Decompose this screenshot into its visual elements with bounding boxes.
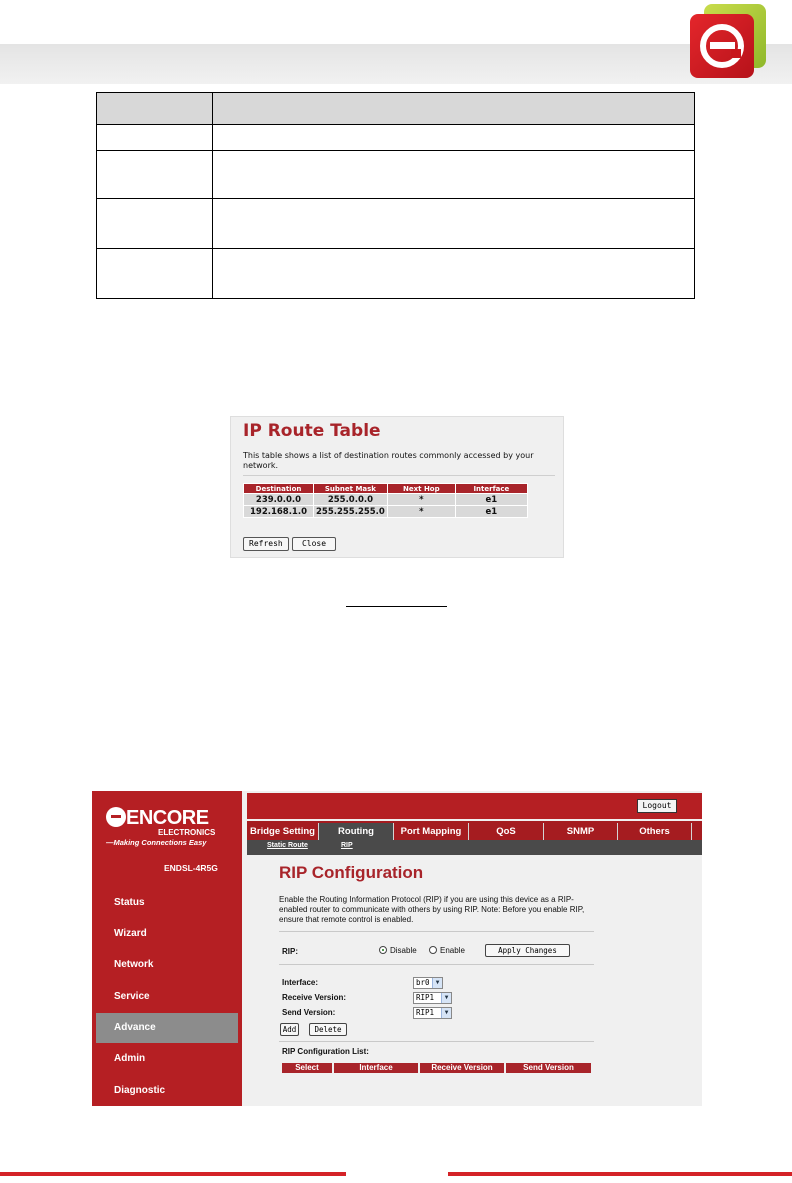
tab-port-mapping[interactable]: Port Mapping [394, 823, 469, 840]
chevron-down-icon: ▼ [432, 978, 442, 988]
divider [279, 1041, 594, 1042]
rip-list-title: RIP Configuration List: [282, 1047, 369, 1056]
ip-route-table-description: This table shows a list of destination routes commonly accessed by your network. [243, 451, 534, 470]
chevron-down-icon: ▼ [441, 993, 451, 1003]
table-cell: 255.255.255.0 [314, 506, 388, 518]
router-ui-panel [92, 791, 702, 1106]
caption-underline [346, 606, 447, 607]
rip-disable-label: Disable [390, 946, 417, 955]
tab-snmp[interactable]: SNMP [544, 823, 618, 840]
tab-others[interactable]: Others [618, 823, 692, 840]
divider [279, 931, 594, 932]
table-cell: * [387, 494, 455, 506]
brand-sub: ELECTRONICS [158, 828, 216, 837]
table-cell: 255.0.0.0 [314, 494, 388, 506]
list-column-send-version: Send Version [506, 1063, 591, 1073]
encore-e-icon [698, 22, 746, 70]
sub-tabs [247, 840, 702, 855]
radio-selected-icon [379, 946, 387, 954]
send-version-value: RIP1 [416, 1008, 435, 1017]
footer-rule-left [0, 1172, 346, 1176]
rip-description: Enable the Routing Information Protocol (RIP) if you are using this device as a RIP-enabled router to communicate with others by using RIP. Note: Before you enable RIP, ensure that remote control is enabled. [279, 895, 585, 924]
ip-route-table [243, 483, 528, 518]
top-bar [247, 793, 702, 819]
table-header-row [244, 484, 528, 494]
interface-label: Interface: [282, 978, 319, 987]
encore-logo [688, 4, 770, 78]
add-button[interactable]: Add [280, 1023, 299, 1036]
column-header: Next Hop [387, 484, 455, 494]
tab-qos[interactable]: QoS [469, 823, 544, 840]
send-version-select[interactable] [413, 1007, 452, 1019]
rip-label: RIP: [282, 947, 298, 956]
model-name: ENDSL-4R5G [164, 863, 218, 873]
brand-logo [106, 805, 230, 849]
logo-red-square [690, 14, 754, 78]
divider [279, 964, 594, 965]
brand-e-icon [106, 807, 126, 827]
sidebar-item-status[interactable]: Status [114, 897, 145, 908]
refresh-button[interactable]: Refresh [243, 537, 289, 551]
table-cell: 192.168.1.0 [244, 506, 314, 518]
divider [243, 475, 555, 476]
receive-version-value: RIP1 [416, 993, 435, 1002]
delete-button[interactable]: Delete [309, 1023, 347, 1036]
ip-route-table-title: IP Route Table [243, 421, 381, 441]
subtab-rip[interactable]: RIP [341, 842, 353, 849]
logout-button[interactable]: Logout [637, 799, 677, 813]
radio-unselected-icon [429, 946, 437, 954]
close-button[interactable]: Close [292, 537, 336, 551]
table-column-divider [212, 93, 213, 298]
receive-version-label: Receive Version: [282, 993, 347, 1002]
table-row [244, 494, 528, 506]
table-cell: e1 [455, 494, 527, 506]
apply-changes-button[interactable]: Apply Changes [485, 944, 570, 957]
list-column-receive-version: Receive Version [420, 1063, 504, 1073]
table-row [97, 199, 694, 249]
chevron-down-icon: ▼ [441, 1008, 451, 1018]
sidebar-item-service[interactable]: Service [114, 991, 150, 1002]
table-cell: 239.0.0.0 [244, 494, 314, 506]
ip-route-table-panel [230, 416, 564, 558]
sidebar-item-network[interactable]: Network [114, 959, 154, 970]
brand-name: ENCORE [126, 807, 209, 829]
sidebar-item-diagnostic[interactable]: Diagnostic [114, 1085, 166, 1096]
table-row [97, 125, 694, 151]
subtab-static-route[interactable]: Static Route [267, 842, 308, 849]
tab-bridge-setting[interactable]: Bridge Setting [247, 823, 319, 840]
rip-enable-label: Enable [440, 946, 465, 955]
table-cell: e1 [455, 506, 527, 518]
list-column-select: Select [282, 1063, 332, 1073]
interface-value: br0 [416, 978, 430, 987]
brand-tagline: —Making Connections Easy [106, 838, 207, 847]
table-row [97, 151, 694, 199]
sidebar-item-advance[interactable]: Advance [96, 1013, 238, 1043]
column-header: Interface [455, 484, 527, 494]
receive-version-select[interactable] [413, 992, 452, 1004]
interface-select[interactable] [413, 977, 443, 989]
footer-rule-right [448, 1172, 792, 1176]
sidebar [92, 791, 242, 1106]
table-cell: * [387, 506, 455, 518]
tab-routing[interactable]: Routing [319, 823, 394, 840]
column-header: Subnet Mask [314, 484, 388, 494]
table-row [97, 249, 694, 299]
rip-disable-radio[interactable] [379, 946, 417, 955]
sidebar-item-wizard[interactable]: Wizard [114, 928, 147, 939]
rip-enable-radio[interactable] [429, 946, 465, 955]
send-version-label: Send Version: [282, 1008, 336, 1017]
blank-reference-table [96, 92, 695, 299]
list-column-interface: Interface [334, 1063, 418, 1073]
main-tabs [247, 821, 702, 840]
table-header-row [97, 93, 694, 125]
page-header-band [0, 44, 792, 84]
page-title: RIP Configuration [279, 863, 424, 882]
table-row [244, 506, 528, 518]
column-header: Destination [244, 484, 314, 494]
sidebar-item-admin[interactable]: Admin [114, 1053, 146, 1064]
